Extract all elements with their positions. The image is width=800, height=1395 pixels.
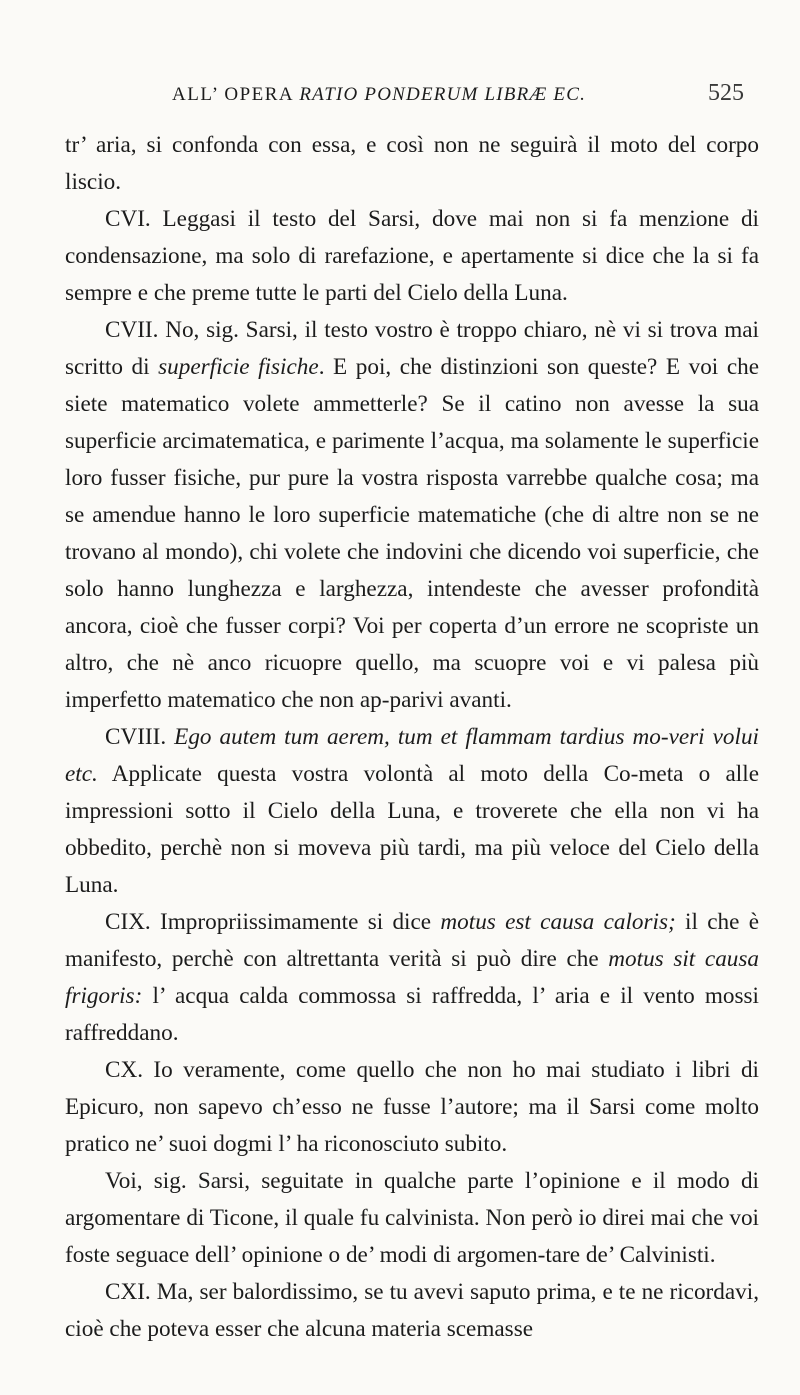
text-run: CIX. Impropriissimamente si dice (105, 909, 441, 935)
continued-paragraph (65, 127, 759, 201)
text-run: Applicate questa vostra volontà al moto della Co-meta o alle impressioni sotto il Cielo della Luna, e troverete che ella non vi ha obbedito, perchè non si moveva più tardi, ma più veloce del Cielo della Luna. (65, 761, 759, 898)
italic-quotation: Ego autem tum aerem, tum et flammam tardius mo-veri volui etc. (65, 724, 759, 787)
italic-quotation: motus sit causa frigoris: (65, 946, 759, 1009)
text-run: Voi, sig. Sarsi, seguitate in qualche parte l’opinione e il modo di argomentare di Ticone, il quale fu calvinista. Non però io direi mai che voi foste seguace dell’ opinione o de’ modi di argomen-tare de’ Calvinisti. (65, 1168, 759, 1268)
text-run: . E poi, che distinzioni son queste? E voi che siete matematico volete ammetterle? Se il catino non avesse la sua superficie arcimatematica, e parimente l’acqua, ma solamente le superficie loro fusser fisiche, pur pure la vostra risposta varrebbe qualche cosa; ma se amendue hanno le loro superficie matematiche (che di altre non se ne trovano al mondo), chi volete che indovini che dicendo voi superficie, che solo hanno lunghezza e larghezza, intendeste che avesser profondità ancora, cioè che fusser corpi? Voi per coperta d’un errore ne scopriste un altro, che nè anco ricuopre quello, ma scuopre voi e vi palesa più imperfetto matematico che non ap-parivi avanti. (65, 354, 759, 713)
page-number: 525 (708, 80, 744, 106)
page-header (100, 80, 744, 114)
paragraph (65, 719, 759, 904)
text-run: l’ acqua calda commossa si raffredda, l’ aria e il vento mossi raffreddano. (65, 983, 759, 1046)
text-run: tr’ aria, si confonda con essa, e così non ne seguirà il moto del corpo liscio. (65, 132, 759, 195)
running-head-prefix: ALL’ OPERA (172, 84, 300, 105)
paragraph (65, 1274, 759, 1348)
italic-quotation: motus est causa caloris; (440, 909, 676, 935)
paragraph (65, 1052, 759, 1163)
text-run: CX. Io veramente, come quello che non ho mai studiato i libri di Epicuro, non sapevo ch’esso ne fusse l’autore; ma il Sarsi come molto pratico ne’ suoi dogmi l’ ha riconosciuto subito. (65, 1057, 759, 1157)
body-text (65, 127, 759, 1348)
running-head (172, 84, 586, 106)
text-run: CXI. Ma, ser balordissimo, se tu avevi saputo prima, e te ne ricordavi, cioè che poteva esser che alcuna materia scemasse (65, 1279, 759, 1342)
paragraph (65, 904, 759, 1052)
running-head-title: RATIO PONDERUM LIBRÆ EC. (299, 84, 587, 105)
paragraph (65, 201, 759, 312)
italic-quotation: superficie fisiche (158, 354, 319, 380)
text-run: il che è manifesto, perchè con altrettanta verità si può dire che (65, 909, 760, 972)
text-run: CVIII. (105, 724, 175, 750)
text-run: CVII. No, sig. Sarsi, il testo vostro è troppo chiaro, nè vi si trova mai scritto di (65, 317, 759, 380)
paragraph (65, 312, 759, 719)
paragraph (65, 1163, 759, 1274)
text-run: CVI. Leggasi il testo del Sarsi, dove mai non si fa menzione di condensazione, ma solo di rarefazione, e apertamente si dice che la si fa sempre e che preme tutte le parti del Cielo della Luna. (65, 206, 759, 306)
